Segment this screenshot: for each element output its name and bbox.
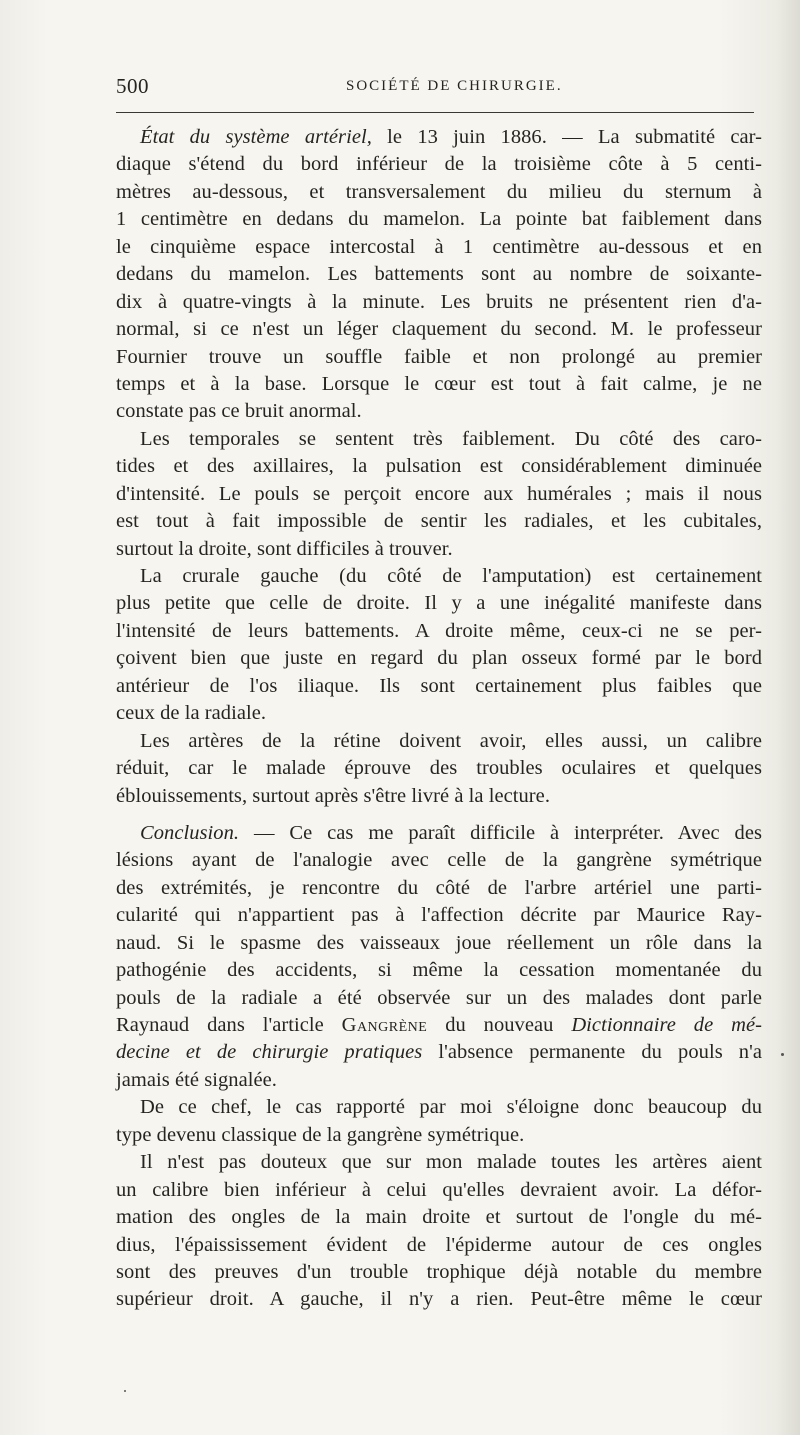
italic-run: État du système artériel, <box>140 126 372 148</box>
text-line: mètres au-dessous, et transversalement du milieu du sternum à <box>116 180 762 203</box>
text-line: pouls de la radiale a été observée sur un des malades dont parle <box>116 986 762 1009</box>
text-line: le cinquième espace intercostal à 1 centimètre au-dessous et en <box>116 235 762 258</box>
text-line: temps et à la base. Lorsque le cœur est tout à fait calme, je ne <box>116 372 762 395</box>
text-line: supérieur droit. A gauche, il n'y a rien. Peut-être même le cœur <box>116 1288 762 1311</box>
italic-run: Dictionnaire de mé- <box>571 1014 762 1036</box>
text-line: constate pas ce bruit anormal. <box>116 400 362 423</box>
text-line: ceux de la radiale. <box>116 702 267 725</box>
text-line: Fournier trouve un souffle faible et non prolongé au premier <box>116 345 762 368</box>
text-line: tides et des axillaires, la pulsation est considérablement diminuée <box>116 455 762 478</box>
text-line: surtout la droite, sont difficiles à trouver. <box>116 537 453 560</box>
text-line: mation des ongles de la main droite et surtout de l'ongle du mé- <box>116 1206 762 1229</box>
text-line: jamais été signalée. <box>116 1068 277 1091</box>
text-line: diaque s'étend du bord inférieur de la troisième côte à 5 centi- <box>116 153 762 176</box>
text-line: type devenu classique de la gangrène symétrique. <box>116 1123 525 1146</box>
text-line: Raynaud dans l'article Gangrène du nouveau Dictionnaire de mé- <box>116 1014 762 1036</box>
paper-speck <box>124 1390 126 1392</box>
text-line: sont des preuves d'un trouble trophique déjà notable du membre <box>116 1260 762 1283</box>
header-rule <box>116 112 754 113</box>
text-line: çoivent bien que juste en regard du plan osseux formé par le bord <box>116 647 762 670</box>
running-title: SOCIÉTÉ DE CHIRURGIE. <box>346 78 563 94</box>
text-line: Conclusion. — Ce cas me paraît difficile à interpréter. Avec des <box>140 821 762 844</box>
text-line: des extrémités, je rencontre du côté de l'arbre artériel une parti- <box>116 876 762 899</box>
text-line: naud. Si le spasme des vaisseaux joue réellement un rôle dans la <box>116 931 762 954</box>
text-line: decine et de chirurgie pratiques l'absence permanente du pouls n'a <box>116 1041 762 1064</box>
paper-speck <box>781 1053 784 1056</box>
text-line: dius, l'épaississement évident de l'épiderme autour de ces ongles <box>116 1233 762 1256</box>
text-line: éblouissements, surtout après s'être livré à la lecture. <box>116 784 550 807</box>
italic-run: decine et de chirurgie pratiques <box>116 1041 423 1064</box>
text-line: cularité qui n'appartient pas à l'affection décrite par Maurice Ray- <box>116 904 762 927</box>
body-text <box>116 124 762 1314</box>
text-line: est tout à fait impossible de sentir les radiales, et les cubitales, <box>116 510 762 533</box>
text-line: lésions ayant de l'analogie avec celle de la gangrène symétrique <box>116 849 762 872</box>
text-line: État du système artériel, le 13 juin 1886. — La submatité car- <box>140 126 762 148</box>
text-line: dix à quatre-vingts à la minute. Les bruits ne présentent rien d'a- <box>116 290 762 313</box>
small-caps-run: Gangrène <box>341 1014 428 1036</box>
text-line: De ce chef, le cas rapporté par moi s'éloigne donc beaucoup du <box>140 1096 762 1119</box>
italic-run: Conclusion. <box>140 821 240 844</box>
text-line: un calibre bien inférieur à celui qu'elles devraient avoir. La défor- <box>116 1178 762 1201</box>
text-line: antérieur de l'os iliaque. Ils sont certainement plus faibles que <box>116 674 762 697</box>
text-line: d'intensité. Le pouls se perçoit encore aux humérales ; mais il nous <box>116 482 762 505</box>
text-line: Les artères de la rétine doivent avoir, elles aussi, un calibre <box>140 729 762 752</box>
text-line: Il n'est pas douteux que sur mon malade toutes les artères aient <box>140 1151 762 1174</box>
text-line: Les temporales se sentent très faiblement. Du côté des caro- <box>140 427 762 450</box>
text-line: réduit, car le malade éprouve des troubles oculaires et quelques <box>116 757 762 780</box>
text-line: dedans du mamelon. Les battements sont au nombre de soixante- <box>116 263 762 286</box>
text-line: pathogénie des accidents, si même la cessation momentanée du <box>116 959 762 982</box>
text-line: plus petite que celle de droite. Il y a une inégalité manifeste dans <box>116 592 762 615</box>
text-line: 1 centimètre en dedans du mamelon. La pointe bat faiblement dans <box>116 208 762 231</box>
page-header <box>116 72 752 102</box>
text-line: normal, si ce n'est un léger claquement du second. M. le professeur <box>116 318 762 341</box>
text-line: La crurale gauche (du côté de l'amputation) est certainement <box>140 565 762 587</box>
text-line: l'intensité de leurs battements. A droite même, ceux-ci ne se per- <box>116 619 762 642</box>
page-number: 500 <box>116 74 149 98</box>
